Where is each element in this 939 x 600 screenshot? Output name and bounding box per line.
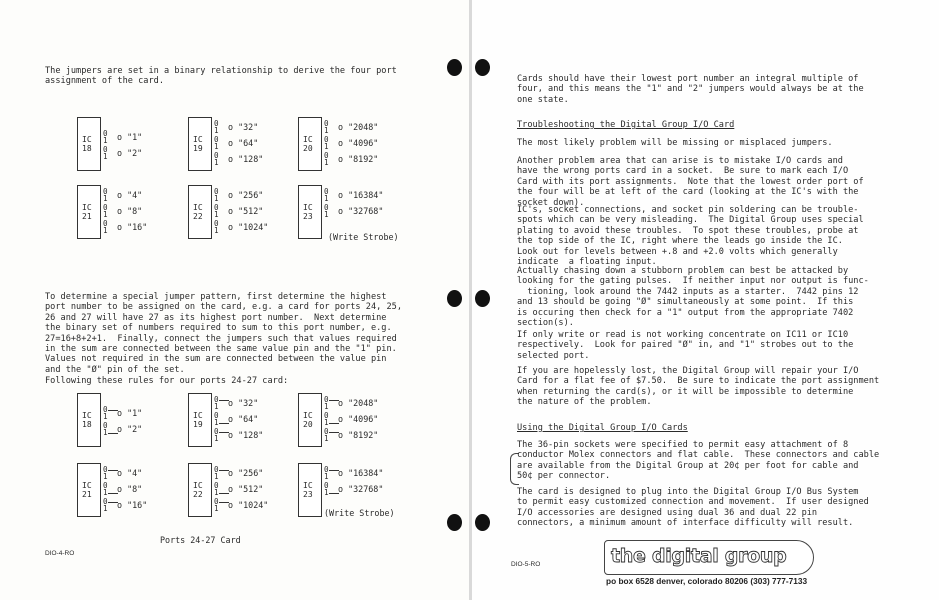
port-value-label: o "4" bbox=[117, 468, 143, 478]
port-value-label: o "2" bbox=[117, 148, 143, 158]
pin-one-label: 1 bbox=[103, 136, 108, 145]
pin-zero-label: 0 bbox=[214, 187, 219, 196]
using-para-1: The 36-pin sockets were specified to permit easy attachment of 8 conductor Molex connectors and flat cable. These connectors and cable are available from the Digital Group at 20¢ per foot for cable and 50¢ per connector. bbox=[517, 440, 880, 482]
pin-zero-label: 0 bbox=[324, 395, 329, 404]
troubleshooting-para-5: If only write or read is not working concentrate on IC11 or IC10 respectively. Look for paired "Ø" in, and "1" strobes out to the selected port. bbox=[517, 330, 854, 361]
port-value-label: o "8" bbox=[117, 206, 143, 216]
logo-text: the digital group bbox=[611, 545, 787, 567]
ic-chip-outline bbox=[188, 463, 212, 517]
port-value-label: o "64" bbox=[228, 414, 259, 424]
pin-zero-label: 0 bbox=[324, 411, 329, 420]
port-value-label: o "1024" bbox=[228, 500, 269, 510]
pin-one-label: 1 bbox=[324, 418, 329, 427]
pin-zero-label: 0 bbox=[103, 187, 108, 196]
pin-one-label: 1 bbox=[103, 504, 108, 513]
port-value-label: o "2" bbox=[117, 424, 143, 434]
ic-chip-outline bbox=[188, 393, 212, 447]
port-value-label: o "256" bbox=[228, 468, 264, 478]
ic-chip-outline bbox=[188, 117, 212, 171]
port-value-label: o "4096" bbox=[338, 138, 379, 148]
port-value-label: o "8192" bbox=[338, 154, 379, 164]
write-strobe-label-1: (Write Strobe) bbox=[328, 232, 399, 242]
punch-hole bbox=[475, 514, 490, 531]
ic-chip-outline bbox=[298, 393, 322, 447]
pin-zero-label: 0 bbox=[103, 203, 108, 212]
pin-one-label: 1 bbox=[214, 472, 219, 481]
pin-one-label: 1 bbox=[103, 226, 108, 235]
pin-one-label: 1 bbox=[214, 226, 219, 235]
pin-zero-label: 0 bbox=[103, 219, 108, 228]
pin-one-label: 1 bbox=[324, 194, 329, 203]
intro-text: The jumpers are set in a binary relationship to derive the four port assignment of the card. bbox=[45, 66, 397, 87]
port-value-label: o "16384" bbox=[338, 468, 384, 478]
pin-zero-label: 0 bbox=[214, 119, 219, 128]
ic-label: IC 19 bbox=[193, 411, 203, 429]
ic-label: IC 23 bbox=[303, 203, 313, 221]
ic-label: IC 21 bbox=[82, 203, 92, 221]
pin-zero-label: 0 bbox=[324, 119, 329, 128]
ic-label: IC 20 bbox=[303, 135, 313, 153]
port-value-label: o "4096" bbox=[338, 414, 379, 424]
pin-zero-label: 0 bbox=[103, 421, 108, 430]
ic-label: IC 23 bbox=[303, 481, 313, 499]
rules-heading: Following these rules for our ports 24-27 card: bbox=[45, 376, 289, 386]
ic-chip-outline bbox=[77, 393, 101, 447]
using-heading: Using the Digital Group I/O Cards bbox=[517, 423, 688, 433]
port-value-label: o "2048" bbox=[338, 122, 379, 132]
pin-one-label: 1 bbox=[324, 126, 329, 135]
pin-zero-label: 0 bbox=[214, 203, 219, 212]
port-value-label: o "1" bbox=[117, 132, 143, 142]
pin-zero-label: 0 bbox=[103, 497, 108, 506]
troubleshooting-para-3: IC's, socket connections, and socket pin soldering can be trouble- spots which can be very misleading. The Digital Group uses special plating to avoid these troubles. To spot these troubles, probe at the top side of the IC, right where the leads go inside the IC. Look out for levels between +.8 and +2.0 volts which generally indicate a floating input. bbox=[517, 205, 864, 268]
ic-chip-outline bbox=[77, 463, 101, 517]
port-value-label: o "32768" bbox=[338, 206, 384, 216]
port-value-label: o "512" bbox=[228, 484, 264, 494]
port-value-label: o "128" bbox=[228, 154, 264, 164]
pin-zero-label: 0 bbox=[324, 203, 329, 212]
pin-zero-label: 0 bbox=[214, 465, 219, 474]
explanation-text: To determine a special jumper pattern, first determine the highest port number to be assigned on the card, e.g. a card for ports 24, 25, 26 and 27 will have 27 as its highest port number. Next determine the binary set of numbers required to sum to this port number, e.g. 27=16+8+2+1. Finally, connect the jumpers such that values required in the sum are connected between the same value pin and the "1" pin. Values not required in the sum are connected between the value pin and the "Ø" pin of the set. bbox=[45, 292, 402, 375]
pin-one-label: 1 bbox=[103, 412, 108, 421]
punch-hole bbox=[475, 290, 490, 307]
using-para-2: The card is designed to plug into the Digital Group I/O Bus System to permit easy customized connection and movement. If user designed I/O accessories are designed using dual 36 and dual 22 pin connectors, a minimum amount of interface difficulty will result. bbox=[517, 487, 869, 529]
pin-one-label: 1 bbox=[214, 210, 219, 219]
troubleshooting-para-4: Actually chasing down a stubborn problem can best be attacked by looking for the gating pulses. If neither input nor output is func- tioning, look around the 7442 inputs as a starter. 7442 pins 12 and 13 should be going "Ø" simultaneously at some point. If this is occuring then check for a "1" output from the appropriate 7402 section(s). bbox=[517, 266, 869, 329]
write-strobe-label-2: (Write Strobe) bbox=[324, 508, 395, 518]
pin-one-label: 1 bbox=[214, 418, 219, 427]
pin-zero-label: 0 bbox=[324, 481, 329, 490]
pin-zero-label: 0 bbox=[324, 465, 329, 474]
pin-one-label: 1 bbox=[103, 428, 108, 437]
pin-zero-label: 0 bbox=[324, 135, 329, 144]
port-value-label: o "1" bbox=[117, 408, 143, 418]
ic-chip-outline bbox=[188, 185, 212, 239]
pin-zero-label: 0 bbox=[214, 411, 219, 420]
pin-one-label: 1 bbox=[103, 152, 108, 161]
port-value-label: o "2048" bbox=[338, 398, 379, 408]
company-address: po box 6528 denver, colorado 80206 (303) 777-7133 bbox=[606, 576, 808, 586]
port-value-label: o "4" bbox=[117, 190, 143, 200]
left-page-number: DIO-4-RO bbox=[45, 550, 75, 557]
pin-one-label: 1 bbox=[214, 194, 219, 203]
punch-hole bbox=[447, 290, 462, 307]
port-value-label: o "32768" bbox=[338, 484, 384, 494]
pin-one-label: 1 bbox=[103, 488, 108, 497]
pin-one-label: 1 bbox=[324, 142, 329, 151]
ic-label: IC 18 bbox=[82, 135, 92, 153]
ic-label: IC 18 bbox=[82, 411, 92, 429]
pin-zero-label: 0 bbox=[214, 395, 219, 404]
pin-zero-label: 0 bbox=[103, 465, 108, 474]
ic-chip-outline bbox=[298, 185, 322, 239]
right-intro-text: Cards should have their lowest port number an integral multiple of four, and this means the "1" and "2" jumpers would always be at the one state. bbox=[517, 74, 864, 105]
pin-one-label: 1 bbox=[214, 488, 219, 497]
pin-one-label: 1 bbox=[324, 434, 329, 443]
ic-chip-outline bbox=[77, 185, 101, 239]
port-value-label: o "16384" bbox=[338, 190, 384, 200]
port-value-label: o "32" bbox=[228, 122, 259, 132]
port-value-label: o "256" bbox=[228, 190, 264, 200]
right-page-number: DIO-5-RO bbox=[511, 561, 541, 568]
pin-zero-label: 0 bbox=[103, 145, 108, 154]
ic-label: IC 22 bbox=[193, 203, 203, 221]
troubleshooting-para-1: The most likely problem will be missing or misplaced jumpers. bbox=[517, 138, 833, 148]
port-value-label: o "64" bbox=[228, 138, 259, 148]
ic-chip-outline bbox=[298, 463, 322, 517]
ic-label: IC 21 bbox=[82, 481, 92, 499]
troubleshooting-heading: Troubleshooting the Digital Group I/O Card bbox=[517, 120, 735, 130]
port-value-label: o "512" bbox=[228, 206, 264, 216]
pin-zero-label: 0 bbox=[214, 219, 219, 228]
pin-one-label: 1 bbox=[103, 210, 108, 219]
port-value-label: o "16" bbox=[117, 500, 148, 510]
pin-zero-label: 0 bbox=[214, 497, 219, 506]
pin-one-label: 1 bbox=[214, 434, 219, 443]
pin-zero-label: 0 bbox=[103, 481, 108, 490]
pin-one-label: 1 bbox=[324, 158, 329, 167]
troubleshooting-para-6: If you are hopelessly lost, the Digital Group will repair your I/O Card for a flat fee of $7.50. Be sure to indicate the port assignment when returning the card(s), or it will be impossible to determine the nature of the problem. bbox=[517, 366, 880, 408]
pin-zero-label: 0 bbox=[214, 481, 219, 490]
port-value-label: o "16" bbox=[117, 222, 148, 232]
ic-label: IC 20 bbox=[303, 411, 313, 429]
pin-zero-label: 0 bbox=[324, 427, 329, 436]
pin-zero-label: 0 bbox=[214, 427, 219, 436]
pin-one-label: 1 bbox=[103, 472, 108, 481]
pin-one-label: 1 bbox=[214, 504, 219, 513]
port-value-label: o "1024" bbox=[228, 222, 269, 232]
pin-one-label: 1 bbox=[214, 158, 219, 167]
pin-one-label: 1 bbox=[103, 194, 108, 203]
port-value-label: o "8192" bbox=[338, 430, 379, 440]
port-value-label: o "32" bbox=[228, 398, 259, 408]
punch-hole bbox=[447, 514, 462, 531]
ic-label: IC 22 bbox=[193, 481, 203, 499]
port-value-label: o "128" bbox=[228, 430, 264, 440]
pin-one-label: 1 bbox=[324, 472, 329, 481]
ic-chip-outline bbox=[77, 117, 101, 171]
pin-one-label: 1 bbox=[214, 126, 219, 135]
ic-chip-outline bbox=[298, 117, 322, 171]
troubleshooting-para-2: Another problem area that can arise is to mistake I/O cards and have the wrong ports card in a socket. Be sure to mark each I/O Card with its port assignments. Note that the lowest order port of the four will be at left of the card (looking at the IC's with the socket down). bbox=[517, 156, 864, 208]
digital-group-logo bbox=[604, 540, 814, 575]
punch-hole bbox=[447, 59, 462, 76]
pin-zero-label: 0 bbox=[324, 151, 329, 160]
pin-zero-label: 0 bbox=[214, 135, 219, 144]
port-value-label: o "8" bbox=[117, 484, 143, 494]
pin-one-label: 1 bbox=[324, 210, 329, 219]
pin-one-label: 1 bbox=[324, 488, 329, 497]
pin-one-label: 1 bbox=[324, 402, 329, 411]
pin-zero-label: 0 bbox=[324, 187, 329, 196]
ic-label: IC 19 bbox=[193, 135, 203, 153]
pin-one-label: 1 bbox=[214, 402, 219, 411]
pin-zero-label: 0 bbox=[103, 405, 108, 414]
punch-hole bbox=[475, 59, 490, 76]
pin-zero-label: 0 bbox=[214, 151, 219, 160]
pin-zero-label: 0 bbox=[103, 129, 108, 138]
pin-one-label: 1 bbox=[214, 142, 219, 151]
diagram-caption: Ports 24-27 Card bbox=[160, 535, 241, 545]
